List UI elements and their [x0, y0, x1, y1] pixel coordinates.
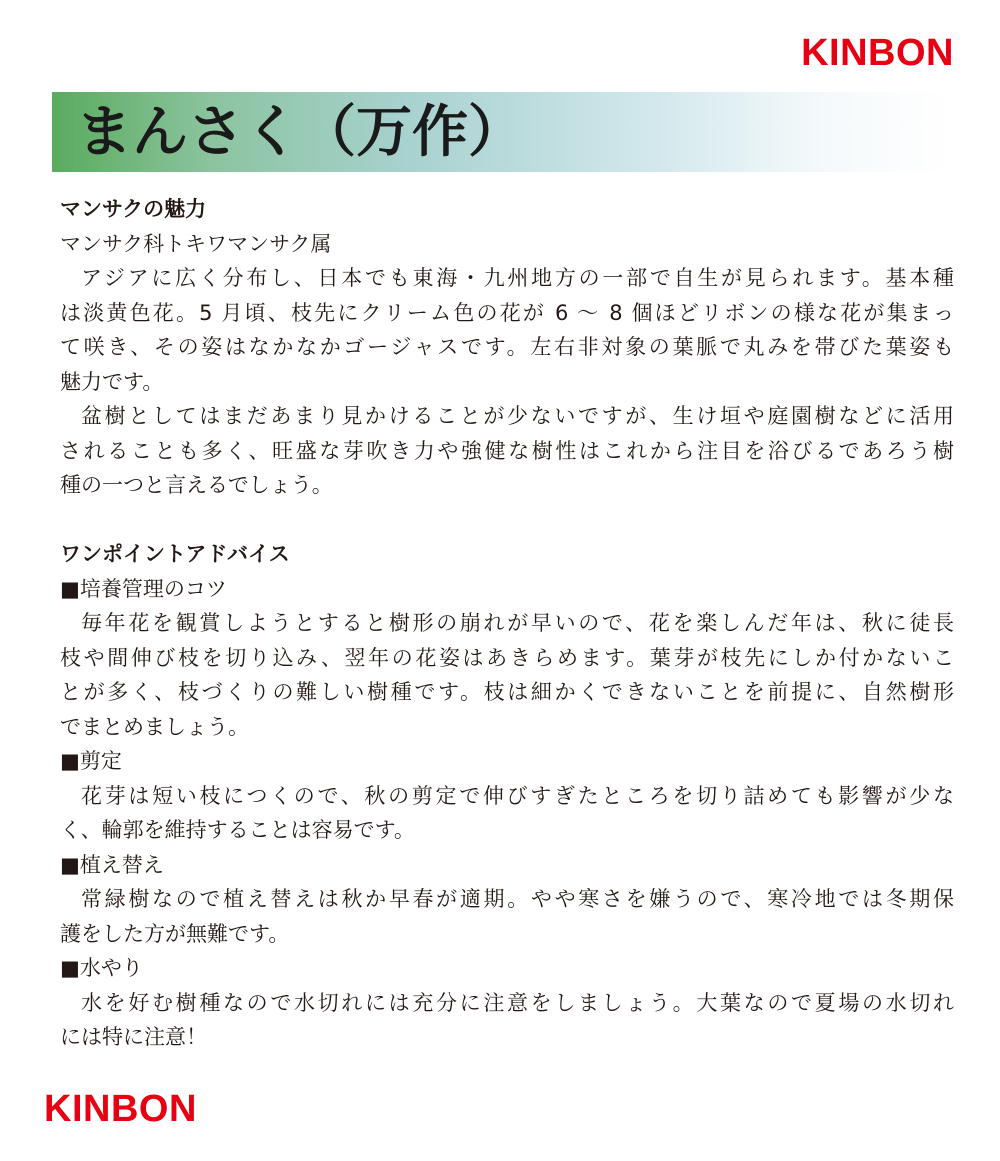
paragraph-line: 毎年花を観賞しようとすると樹形の崩れが早いので、花を楽しんだ年は、秋に徒長: [81, 611, 954, 635]
family-line: マンサク科トキワマンサク属: [60, 231, 332, 256]
paragraph-line: とが多く、枝づくりの難しい樹種です。枝は細かくできないことを前提に、自然樹形: [60, 680, 954, 704]
paragraph-line: 種の一つと言えるでしょう。: [60, 473, 333, 497]
advice-label-pruning: ■剪定: [60, 749, 122, 773]
paragraph-line: て咲き、その姿はなかなかゴージャスです。左右非対象の葉脈で丸みを帯びた葉姿も: [60, 335, 954, 359]
section-spacer: [60, 503, 954, 538]
paragraph-line: アジアに広く分布し、日本でも東海・九州地方の一部で自生が見られます。基本種: [81, 266, 954, 290]
paragraph-line: 魅力です。: [60, 369, 164, 394]
paragraph-line: 常緑樹なので植え替えは秋か早春が適期。やや寒さを嫌うので、寒冷地では冬期保: [81, 887, 954, 911]
section-heading-charm: マンサクの魅力: [60, 197, 207, 221]
advice-label-cultivation: ■培養管理のコツ: [60, 576, 227, 601]
kinbon-logo-top: KINBON: [801, 32, 954, 74]
page-title: まんさく（万作）: [76, 99, 524, 165]
paragraph-line: 盆樹としてはまだあまり見かけることが少ないですが、生け垣や庭園樹などに活用: [81, 404, 954, 428]
paragraph-line: 花芽は短い枝につくので、秋の剪定で伸びすぎたところを切り詰めても影響が少な: [81, 783, 954, 808]
advice-label-watering: ■水やり: [60, 956, 143, 980]
paragraph-line: には特に注意！: [60, 1025, 207, 1049]
paragraph-line: 護をした方が無難です。: [60, 921, 290, 946]
paragraph-line: 枝や間伸び枝を切り込み、翌年の花姿はあきらめます。葉芽が枝先にしか付かないこ: [60, 645, 954, 670]
paragraph-line: されることも多く、旺盛な芽吹き力や強健な樹性はこれから注目を浴びるであろう樹: [60, 438, 954, 463]
article-body: [60, 192, 954, 1055]
paragraph-line: く、輪郭を維持することは容易です。: [60, 818, 415, 842]
paragraph-line: でまとめましょう。: [60, 714, 249, 739]
paragraph-line: 水を好む樹種なので水切れには充分に注意をしましょう。大葉なので夏場の水切れ: [81, 990, 954, 1015]
paragraph-line: は淡黄色花。5 月頃、枝先にクリーム色の花が 6 〜 8 個ほどリボンの様な花が集まっ: [60, 300, 954, 325]
kinbon-logo-bottom: KINBON: [44, 1088, 197, 1130]
section-heading-advice: ワンポイントアドバイス: [60, 542, 290, 566]
advice-label-repotting: ■植え替え: [60, 852, 164, 877]
